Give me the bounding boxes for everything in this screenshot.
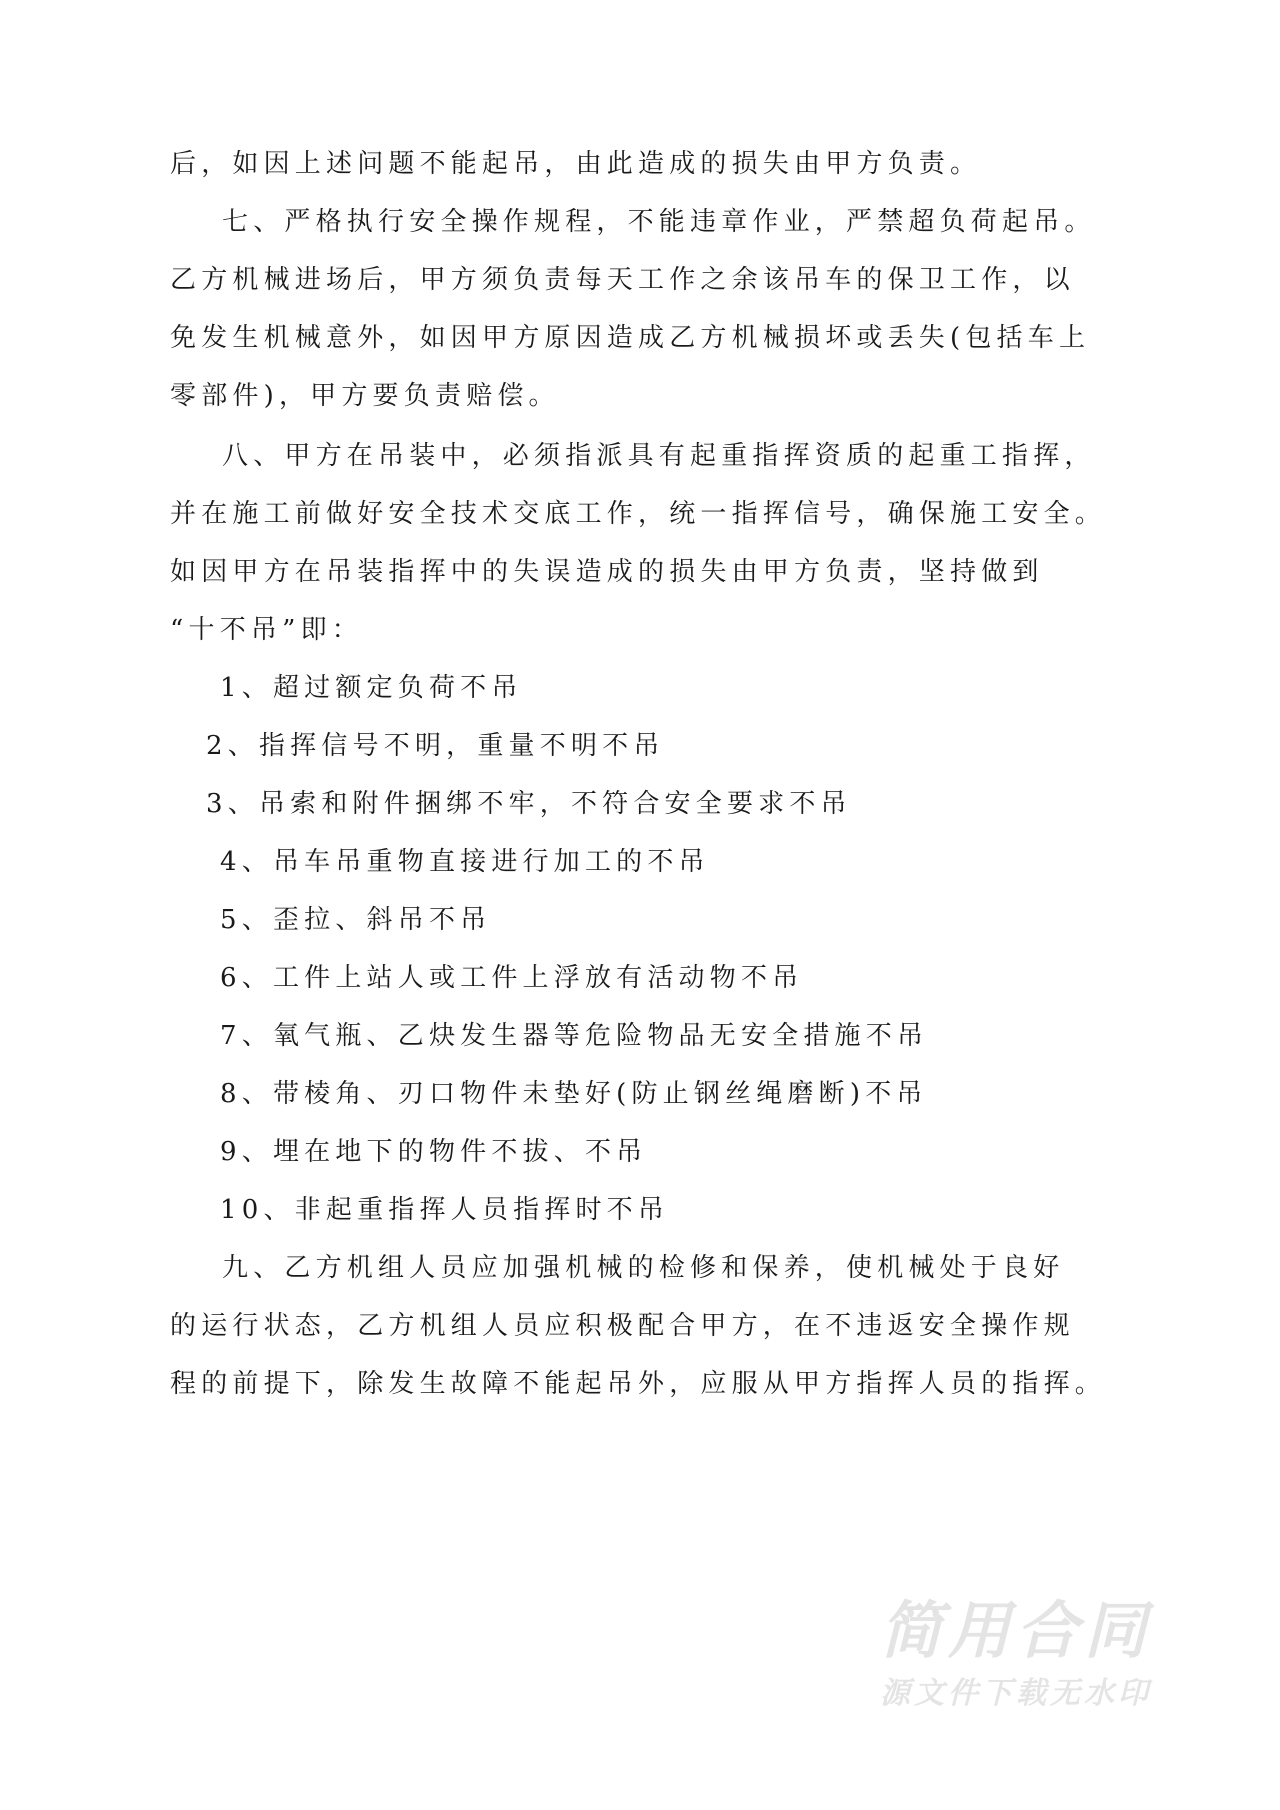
clause-eight-line: 八、甲方在吊装中，必须指派具有起重指挥资质的起重工指挥， [222, 441, 1096, 471]
paragraph-line: 免发生机械意外，如因甲方原因造成乙方机械损坏或丢失(包括车上 [170, 323, 1091, 353]
rule-item: 5、歪拉、斜吊不吊 [220, 905, 492, 935]
rule-item: 9、埋在地下的物件不拔、不吊 [220, 1137, 648, 1167]
rule-item: 2、指挥信号不明，重量不明不吊 [206, 731, 665, 761]
paragraph-line: 并在施工前做好安全技术交底工作，统一指挥信号，确保施工安全。 [170, 499, 1107, 529]
rule-item: 4、吊车吊重物直接进行加工的不吊 [220, 847, 710, 877]
watermark-subtitle: 源文件下载无水印 [880, 1676, 1152, 1711]
paragraph-line: 的运行状态，乙方机组人员应积极配合甲方，在不违返安全操作规 [170, 1311, 1075, 1341]
rule-item: 8、带棱角、刃口物件未垫好(防止钢丝绳磨断)不吊 [220, 1079, 928, 1109]
rule-item: 7、氧气瓶、乙炔发生器等危险物品无安全措施不吊 [220, 1021, 929, 1051]
paragraph-line: 程的前提下，除发生故障不能起吊外，应服从甲方指挥人员的指挥。 [170, 1369, 1107, 1399]
ten-rules-heading: “十不吊”即： [170, 615, 363, 645]
paragraph-line: 后，如因上述问题不能起吊，由此造成的损失由甲方负责。 [170, 149, 982, 179]
paragraph-line: 如因甲方在吊装指挥中的失误造成的损失由甲方负责，坚持做到 [170, 557, 1044, 587]
rule-item: 1、超过额定负荷不吊 [220, 673, 523, 703]
rule-item: 6、工件上站人或工件上浮放有活动物不吊 [220, 963, 804, 993]
paragraph-line: 乙方机械进场后，甲方须负责每天工作之余该吊车的保卫工作，以 [170, 265, 1075, 295]
rule-item: 10、非起重指挥人员指挥时不吊 [220, 1195, 670, 1225]
rule-item: 3、吊索和附件捆绑不牢，不符合安全要求不吊 [206, 789, 852, 819]
watermark [880, 1596, 1180, 1714]
clause-nine-line: 九、乙方机组人员应加强机械的检修和保养，使机械处于良好 [222, 1253, 1065, 1283]
watermark-title: 简用合同 [880, 1594, 1153, 1667]
clause-seven-line: 七、严格执行安全操作规程，不能违章作业，严禁超负荷起吊。 [222, 207, 1096, 237]
paragraph-line: 零部件)，甲方要负责赔偿。 [170, 381, 560, 411]
